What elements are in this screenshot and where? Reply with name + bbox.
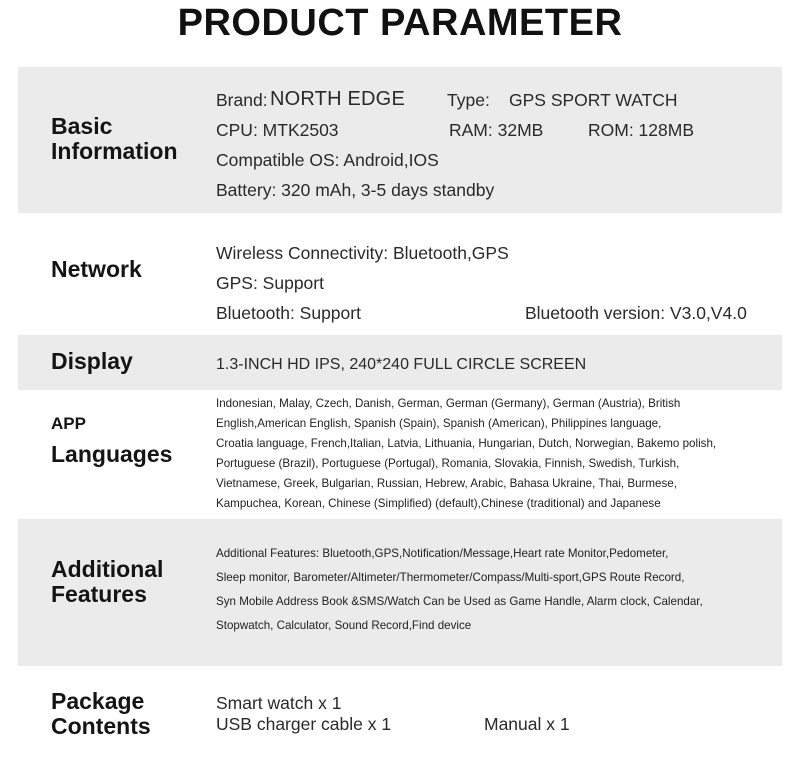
basic-info-label-line2: Information [51,138,178,164]
wireless-spec: Wireless Connectivity: Bluetooth,GPS [216,243,509,263]
basic-info-label [51,114,178,164]
language-line: English,American English, Spanish (Spain), Spanish (American), Philippines language, [216,417,662,430]
package-label-line2: Contents [51,713,151,739]
package-item: Smart watch x 1 [216,693,342,713]
ram-spec: RAM: 32MB [449,120,544,140]
page-title: PRODUCT PARAMETER [177,2,623,44]
bluetooth-spec: Bluetooth: Support [216,303,361,323]
features-label [51,557,163,607]
feature-line: Additional Features: Bluetooth,GPS,Notification/Message,Heart rate Monitor,Pedometer, [216,547,669,560]
gps-spec: GPS: Support [216,273,324,293]
brand-label: Brand: [216,90,268,110]
bluetooth-version-spec: Bluetooth version: V3.0,V4.0 [525,303,747,323]
type-label: Type: [447,90,490,110]
package-label-line1: Package [51,688,145,714]
type-value: GPS SPORT WATCH [509,90,678,110]
package-label [51,689,151,739]
network-label: Network [51,256,142,282]
cpu-spec: CPU: MTK2503 [216,120,339,140]
language-line: Vietnamese, Greek, Bulgarian, Russian, Hebrew, Arabic, Bahasa Ukraine, Thai, Burmese, [216,477,677,490]
language-line: Kampuchea, Korean, Chinese (Simplified) (default),Chinese (traditional) and Japanese [216,497,661,510]
display-spec: 1.3-INCH HD IPS, 240*240 FULL CIRCLE SCREEN [216,356,587,373]
feature-line: Syn Mobile Address Book &SMS/Watch Can be Used as Game Handle, Alarm clock, Calendar, [216,595,703,608]
basic-info-label-line1: Basic [51,113,113,139]
brand-value: NORTH EDGE [270,88,405,110]
display-label: Display [51,348,133,374]
os-spec: Compatible OS: Android,IOS [216,150,439,170]
rom-spec: ROM: 128MB [588,120,694,140]
package-item: USB charger cable x 1 [216,714,392,734]
features-label-line1: Additional [51,556,164,582]
features-label-line2: Features [51,581,147,607]
feature-line: Stopwatch, Calculator, Sound Record,Find device [216,619,472,632]
package-item: Manual x 1 [484,714,570,734]
language-line: Portuguese (Brazil), Portuguese (Portugal), Romania, Slovakia, Finnish, Swedish, Turkish, [216,457,680,470]
languages-label-line1: APP [51,414,86,433]
language-line: Indonesian, Malay, Czech, Danish, German, German (Germany), German (Austria), British [216,397,681,410]
battery-spec: Battery: 320 mAh, 3-5 days standby [216,180,495,200]
languages-label-line2: Languages [51,441,173,467]
language-line: Croatia language, French,Italian, Latvia, Lithuania, Hungarian, Dutch, Norwegian, Bakemo polish, [216,437,717,450]
feature-line: Sleep monitor, Barometer/Altimeter/Thermometer/Compass/Multi-sport,GPS Route Record, [216,571,685,584]
languages-label [51,414,172,467]
